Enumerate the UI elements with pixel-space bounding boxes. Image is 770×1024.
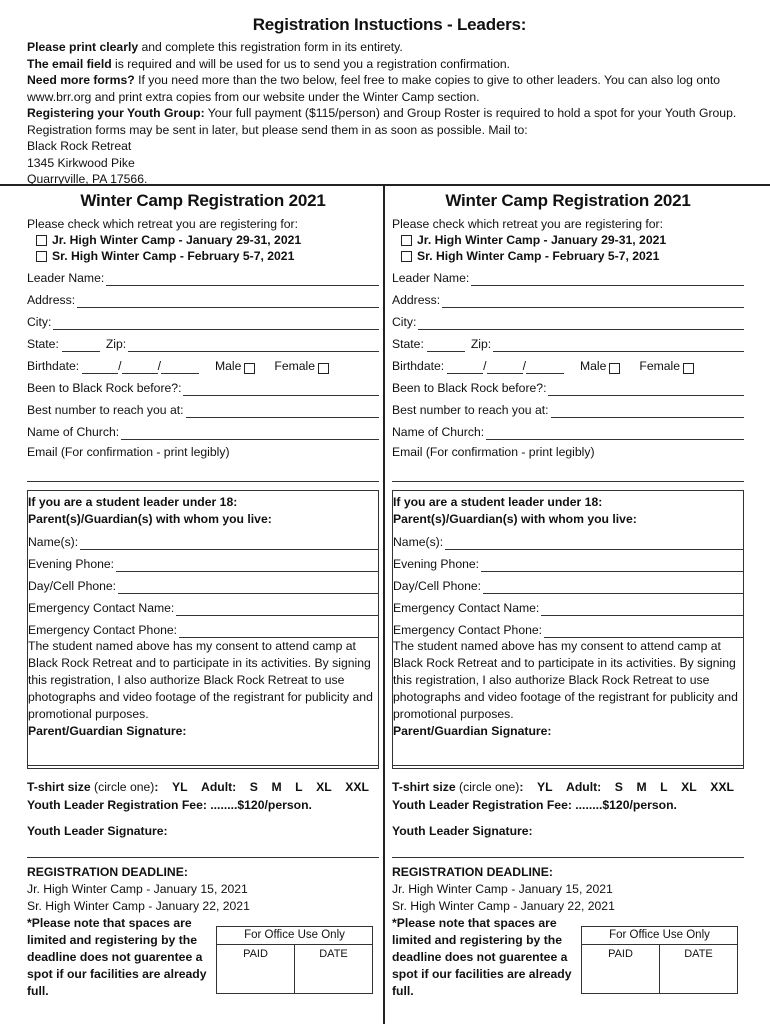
- office-use-title: For Office Use Only: [217, 927, 372, 945]
- birthdate-gender-field[interactable]: Birthdate: / / Male Female: [392, 352, 744, 374]
- evening-phone-field[interactable]: Evening Phone:: [393, 550, 743, 572]
- checkbox[interactable]: [401, 235, 412, 246]
- mail-address-line3: Quarryville, PA 17566.: [27, 172, 148, 187]
- form-title: Winter Camp Registration 2021: [445, 191, 691, 210]
- male-checkbox[interactable]: [244, 363, 255, 374]
- deadline-jr-high: Jr. High Winter Camp - January 15, 2021: [27, 882, 248, 897]
- guardian-names-field[interactable]: Name(s):: [28, 528, 378, 550]
- instruction-youth-group: Registering your Youth Group: Your full payment ($115/person) and Group Roster is required to hold a spot for your Youth Group. Registration forms may be sent in later, but please send them in as soon as possible. Mail to:: [27, 106, 737, 137]
- email-label: Email (For confirmation - print legibly): [392, 445, 595, 460]
- office-date: DATE: [659, 945, 737, 993]
- leader-name-field[interactable]: Leader Name:: [27, 264, 379, 286]
- check-prompt: Please check which retreat you are registering for:: [392, 217, 663, 232]
- female-checkbox[interactable]: [683, 363, 694, 374]
- spaces-note: *Please note that spaces are limited and registering by the deadline does not guarentee a spot if our facilities are already full.: [392, 916, 572, 999]
- guardian-heading-2: Parent(s)/Guardian(s) with whom you live:: [393, 512, 637, 527]
- option-jr-high[interactable]: Jr. High Winter Camp - January 29-31, 2021: [392, 232, 744, 248]
- leader-signature-label: Youth Leader Signature:: [27, 824, 168, 839]
- instruction-more-forms: Need more forms? If you need more than the two below, feel free to make copies to give to other leaders. You can also log onto www.brr.org and print extra copies from our website under the Winter Camp section.: [27, 73, 721, 104]
- office-use-title: For Office Use Only: [582, 927, 737, 945]
- check-prompt: Please check which retreat you are registering for:: [27, 217, 298, 232]
- guardian-names-field[interactable]: Name(s):: [393, 528, 743, 550]
- office-paid: PAID: [608, 948, 633, 961]
- deadline-heading: REGISTRATION DEADLINE:: [27, 865, 188, 880]
- tshirt-size[interactable]: T-shirt size (circle one): YL Adult: S M L XL XXL: [27, 780, 369, 795]
- option-sr-high[interactable]: Sr. High Winter Camp - February 5-7, 2021: [392, 248, 744, 264]
- checkbox[interactable]: [36, 251, 47, 262]
- email-field[interactable]: [392, 460, 744, 482]
- best-number-field[interactable]: Best number to reach you at:: [27, 396, 379, 418]
- city-field[interactable]: City:: [27, 308, 379, 330]
- guardian-signature-label: Parent/Guardian Signature:: [28, 724, 187, 739]
- female-checkbox[interactable]: [318, 363, 329, 374]
- deadline-sr-high: Sr. High Winter Camp - January 22, 2021: [27, 899, 250, 914]
- guardian-heading-1: If you are a student leader under 18:: [28, 495, 238, 510]
- church-field[interactable]: Name of Church:: [27, 418, 379, 440]
- guardian-signature-field[interactable]: [393, 740, 743, 766]
- office-use-box: [216, 926, 373, 994]
- leader-signature-label: Youth Leader Signature:: [392, 824, 533, 839]
- option-jr-high[interactable]: Jr. High Winter Camp - January 29-31, 2021: [27, 232, 379, 248]
- church-field[interactable]: Name of Church:: [392, 418, 744, 440]
- office-paid: PAID: [243, 948, 268, 961]
- mail-address-line1: Black Rock Retreat: [27, 139, 132, 154]
- leader-name-field[interactable]: Leader Name:: [392, 264, 744, 286]
- address-field[interactable]: Address:: [392, 286, 744, 308]
- office-use-box: [581, 926, 738, 994]
- best-number-field[interactable]: Best number to reach you at:: [392, 396, 744, 418]
- evening-phone-field[interactable]: Evening Phone:: [28, 550, 378, 572]
- emergency-phone-field[interactable]: Emergency Contact Phone:: [393, 616, 743, 638]
- day-phone-field[interactable]: Day/Cell Phone:: [28, 572, 378, 594]
- email-label: Email (For confirmation - print legibly): [27, 445, 230, 460]
- leader-signature-field[interactable]: [27, 857, 379, 858]
- deadline-jr-high: Jr. High Winter Camp - January 15, 2021: [392, 882, 613, 897]
- option-sr-high[interactable]: Sr. High Winter Camp - February 5-7, 2021: [27, 248, 379, 264]
- emergency-phone-field[interactable]: Emergency Contact Phone:: [28, 616, 378, 638]
- state-zip-field[interactable]: State: Zip:: [27, 330, 379, 352]
- instruction-print: Please print clearly and complete this registration form in its entirety.: [27, 40, 403, 55]
- vertical-divider: [383, 184, 385, 1024]
- city-field[interactable]: City:: [392, 308, 744, 330]
- leader-signature-field[interactable]: [392, 857, 744, 858]
- deadline-sr-high: Sr. High Winter Camp - January 22, 2021: [392, 899, 615, 914]
- email-field[interactable]: [27, 460, 379, 482]
- registration-fee: Youth Leader Registration Fee: ........$120/person.: [27, 798, 312, 813]
- emergency-name-field[interactable]: Emergency Contact Name:: [393, 594, 743, 616]
- emergency-name-field[interactable]: Emergency Contact Name:: [28, 594, 378, 616]
- mail-address-line2: 1345 Kirkwood Pike: [27, 155, 135, 170]
- tshirt-size[interactable]: T-shirt size (circle one): YL Adult: S M L XL XXL: [392, 780, 734, 795]
- day-phone-field[interactable]: Day/Cell Phone:: [393, 572, 743, 594]
- instructions: [27, 14, 752, 188]
- been-before-field[interactable]: Been to Black Rock before?:: [27, 374, 379, 396]
- state-zip-field[interactable]: State: Zip:: [392, 330, 744, 352]
- guardian-heading-1: If you are a student leader under 18:: [393, 495, 603, 510]
- male-checkbox[interactable]: [609, 363, 620, 374]
- guardian-heading-2: Parent(s)/Guardian(s) with whom you live:: [28, 512, 272, 527]
- office-date: DATE: [294, 945, 372, 993]
- registration-fee: Youth Leader Registration Fee: ........$120/person.: [392, 798, 677, 813]
- guardian-section: [392, 490, 744, 769]
- address-field[interactable]: Address:: [27, 286, 379, 308]
- page-title: Registration Instuctions - Leaders:: [252, 15, 527, 34]
- birthdate-gender-field[interactable]: Birthdate: / / Male Female: [27, 352, 379, 374]
- instruction-email: The email field is required and will be used for us to send you a registration confirmation.: [27, 56, 511, 71]
- guardian-signature-field[interactable]: [28, 740, 378, 766]
- guardian-section: [27, 490, 379, 769]
- registration-form-left: [27, 190, 379, 1000]
- guardian-signature-label: Parent/Guardian Signature:: [393, 724, 552, 739]
- checkbox[interactable]: [401, 251, 412, 262]
- deadline-heading: REGISTRATION DEADLINE:: [392, 865, 553, 880]
- form-title: Winter Camp Registration 2021: [80, 191, 326, 210]
- checkbox[interactable]: [36, 235, 47, 246]
- horizontal-divider: [0, 184, 770, 186]
- spaces-note: *Please note that spaces are limited and registering by the deadline does not guarentee a spot if our facilities are already full.: [27, 916, 207, 999]
- consent-text: The student named above has my consent to attend camp at Black Rock Retreat and to participate in its activities. By signing this registration, I also authorize Black Rock Retreat to use photographs and video footage of the registrant for publicity and promotional purposes.: [393, 639, 738, 722]
- been-before-field[interactable]: Been to Black Rock before?:: [392, 374, 744, 396]
- consent-text: The student named above has my consent to attend camp at Black Rock Retreat and to participate in its activities. By signing this registration, I also authorize Black Rock Retreat to use photographs and video footage of the registrant for publicity and promotional purposes.: [28, 639, 373, 722]
- registration-form-right: [392, 190, 744, 1000]
